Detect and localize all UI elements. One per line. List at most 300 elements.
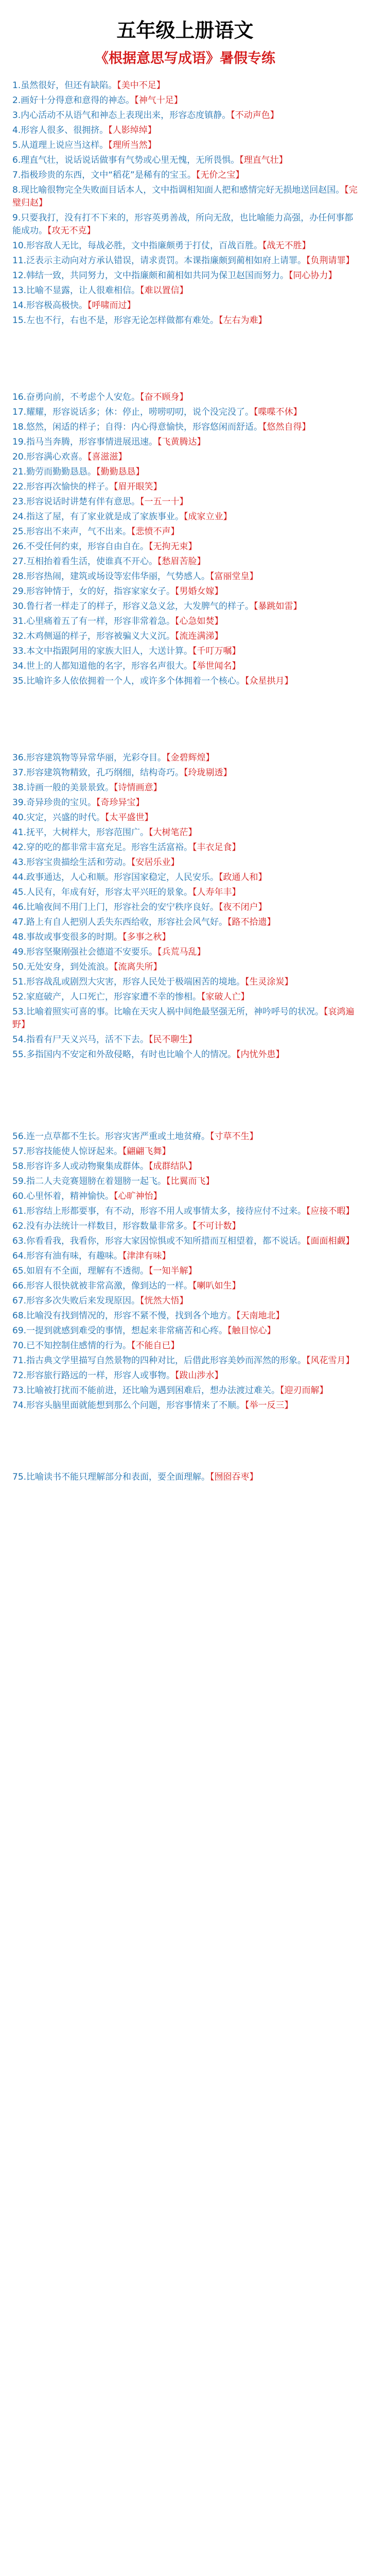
item-definition: 内心活动不从语气和神态上表现出来，形容态度镇静。 (21, 110, 231, 121)
list-item (12, 946, 359, 959)
item-answer: 【夜不闭户】 (219, 902, 267, 912)
list-item (12, 1471, 359, 1484)
item-definition: 心里怀着，精神愉快。 (26, 1191, 114, 1201)
item-number: 55. (12, 1049, 27, 1060)
item-number: 23. (12, 497, 27, 507)
item-definition: 从道理上说应当这样。 (21, 140, 109, 150)
item-answer: 【不能自已】 (131, 1341, 180, 1351)
item-number: 40. (12, 812, 27, 823)
list-item (12, 451, 359, 464)
item-number: 12. (12, 270, 27, 281)
item-number: 8. (12, 185, 21, 195)
item-definition: 形容敌人无比，每战必胜，文中指廉颇勇于打仗，百战百胜。 (26, 241, 263, 251)
item-number: 1. (12, 80, 21, 91)
list-item (12, 1295, 359, 1308)
item-answer: 【成家立业】 (184, 512, 232, 522)
item-definition: 比喻不显露，让人很难相信。 (26, 285, 140, 296)
item-answer: 【左右为难】 (219, 315, 267, 326)
section-spacer (0, 1414, 370, 1471)
item-answer: 【比翼而飞】 (166, 1176, 215, 1187)
item-number: 43. (12, 857, 27, 868)
item-definition: 如眉有不全面，理解有不透彻。 (26, 1266, 149, 1276)
item-number: 33. (12, 646, 27, 656)
list-item (12, 675, 359, 688)
item-number: 20. (12, 452, 27, 462)
item-answer: 【奋不顾身】 (140, 392, 188, 402)
item-definition: 虽然很好，但还有缺陷。 (21, 80, 117, 91)
item-number: 73. (12, 1385, 27, 1396)
item-definition: 现比喻很物完全失败面目话本人，文中指调相知面人把和感情完好无损地送回赵国。 (21, 185, 345, 195)
list-item (12, 255, 359, 267)
item-answer: 【政通人和】 (219, 872, 267, 883)
item-definition: 悠然，闲适的样子；自得：内心得意愉快，形容悠闲而舒适。 (26, 422, 263, 432)
list-item (12, 782, 359, 794)
list-item (12, 1220, 359, 1233)
item-definition: 指古典文学里描写自然景物的四种对比，后借此形容美妙而浑然的形象。 (26, 1355, 307, 1366)
item-definition: 家庭破产，人口死亡，形容家遭不幸的惨相。 (26, 992, 202, 1002)
item-answer: 【呼啸而过】 (87, 300, 136, 311)
item-definition: 形容热闹，建筑或场设等宏伟华丽，气势感人。 (26, 571, 210, 582)
list-item (12, 109, 359, 122)
item-number: 68. (12, 1311, 27, 1321)
section-spacer (0, 1063, 370, 1130)
item-definition: 穿的吃的都非常丰富充足。形容生活富裕。 (26, 842, 193, 853)
item-number: 39. (12, 798, 27, 808)
item-answer: 【应接不暇】 (306, 1206, 355, 1216)
item-definition: 抚平，大树样大，形容范围广。 (26, 827, 149, 838)
item-number: 4. (12, 125, 21, 135)
item-answer: 【迎刃而解】 (280, 1385, 328, 1396)
item-answer: 【民不聊生】 (149, 1035, 197, 1045)
list-item (12, 421, 359, 434)
item-answer: 【寸草不生】 (210, 1131, 258, 1142)
section-spacer (0, 329, 370, 391)
list-item (12, 555, 359, 568)
list-item (12, 466, 359, 479)
list-item (12, 600, 359, 613)
list-item (12, 1354, 359, 1367)
item-answer: 【无价之宝】 (196, 170, 244, 180)
list-item (12, 169, 359, 182)
item-number: 41. (12, 827, 27, 838)
item-number: 60. (12, 1191, 27, 1201)
item-number: 3. (12, 110, 21, 121)
list-item (12, 1310, 359, 1323)
item-answer: 【奇珍异宝】 (96, 798, 145, 808)
item-number: 10. (12, 241, 27, 251)
item-answer: 【一五一十】 (140, 497, 188, 507)
item-definition: 灾定，兴盛的时代。 (26, 812, 105, 823)
item-number: 9. (12, 213, 21, 223)
list-item (12, 124, 359, 137)
item-answer: 【天南地北】 (236, 1311, 285, 1321)
item-definition: 形容出不来声，气不出来。 (26, 527, 132, 537)
list-item (12, 767, 359, 779)
item-answer: 【一知半解】 (149, 1266, 197, 1276)
item-number: 59. (12, 1176, 27, 1187)
list-item (12, 976, 359, 989)
item-number: 65. (12, 1266, 27, 1276)
list-item (12, 1175, 359, 1188)
item-definition: 你看看我，我看你，形容大家因惊惧或不知所措而互相望着，都不说话。 (26, 1236, 307, 1246)
item-answer: 【诗情画意】 (114, 783, 162, 793)
list-item (12, 511, 359, 523)
item-definition: 形容钟情于，女的好，指容家家女子。 (26, 586, 175, 597)
item-definition: 世上的人都知道他的名字，形容名声很大。 (26, 661, 193, 671)
list-item (12, 284, 359, 297)
item-answer: 【安居乐业】 (131, 857, 180, 868)
list-item (12, 1325, 359, 1337)
item-definition: 不受任何约束，形容自由自在。 (26, 541, 149, 552)
list-item (12, 901, 359, 914)
item-answer: 【流离失所】 (114, 962, 162, 972)
item-definition: 左也不行，右也不是，形容无论怎样做都有难处。 (26, 315, 219, 326)
item-answer: 【喇叭如生】 (192, 1281, 241, 1291)
list-item (12, 212, 359, 238)
item-answer: 【完璧归赵】 (12, 185, 358, 208)
item-definition: 指极珍贵的东西，文中“稻花”是稀有的宝玉。 (21, 170, 196, 180)
item-answer: 【喜滋滋】 (87, 452, 127, 462)
item-definition: 形容技能使人惊讶起来。 (26, 1146, 123, 1157)
item-definition: 多指国内不安定和外敌侵略，有时也比喻个人的情况。 (26, 1049, 237, 1060)
item-number: 11. (12, 256, 27, 266)
item-number: 26. (12, 541, 27, 552)
item-definition: 路上有自人把别人丢失东西给收，形容社会风气好。 (26, 917, 228, 927)
item-answer: 【大树笔茫】 (149, 827, 197, 838)
item-number: 74. (12, 1400, 27, 1411)
item-definition: 木鸡侧逼的样子，形容被骗义大义沉。 (26, 631, 175, 641)
item-answer: 【翩翩飞舞】 (122, 1146, 171, 1157)
item-answer: 【攻无不克】 (47, 226, 96, 236)
list-item (12, 570, 359, 583)
item-definition: 形容宝贵描绘生活和劳动。 (26, 857, 132, 868)
item-answer: 【愁眉苦脸】 (157, 556, 206, 567)
item-definition: 人民有，年成有好，形容太平兴旺的景象。 (26, 887, 193, 897)
list-item (12, 1190, 359, 1203)
item-definition: 比喻没有找到情况的，形容不紧不慢，找到各个地方。 (26, 1311, 237, 1321)
item-definition: 比喻着照实可喜的事。比喻在天灾人祸中间绝最坚强无所，神吟呼号的状况。 (26, 1007, 324, 1017)
item-definition: 韩结一致，共同努力，文中指廉颇和蔺相如共同为保卫赵国而努力。 (26, 270, 289, 281)
item-definition: 鲁行者一样走了的样子，形容义急义忿，大发脾气的样子。 (26, 601, 254, 612)
item-definition: 形容人很快就被非常高激，像到达的一样。 (26, 1281, 193, 1291)
item-definition: 诗画一般的美景景致。 (26, 783, 114, 793)
list-item (12, 540, 359, 553)
item-answer: 【丰衣足食】 (192, 842, 241, 853)
item-number: 66. (12, 1281, 27, 1291)
item-number: 32. (12, 631, 27, 641)
list-item (12, 1399, 359, 1412)
item-number: 67. (12, 1296, 27, 1306)
item-answer: 【勤勤恳恳】 (96, 467, 145, 477)
item-definition: 连一点草都不生长。形容灾害严重或土地贫瘠。 (26, 1131, 210, 1142)
item-number: 34. (12, 661, 27, 671)
item-answer: 【理所当然】 (108, 140, 156, 150)
item-number: 52. (12, 992, 27, 1002)
item-answer: 【触目惊心】 (227, 1326, 276, 1336)
item-definition: 形容建筑物精致，孔巧纲细，结构奇巧。 (26, 768, 184, 778)
item-number: 14. (12, 300, 27, 311)
item-definition: 比喻被打扰而不能前进，还比喻为遇到困难后，想办法渡过难关。 (26, 1385, 280, 1396)
item-definition: 指这了屋，有了家业就是成了家族事业。 (26, 512, 184, 522)
list-item (12, 154, 359, 167)
item-answer: 【同心协力】 (289, 270, 337, 281)
item-definition: 比喻许多人依依拥着一个人，或许多个体拥着一个核心。 (26, 676, 245, 686)
list-item (12, 1384, 359, 1397)
list-item (12, 1369, 359, 1382)
item-number: 21. (12, 467, 27, 477)
item-number: 69. (12, 1326, 27, 1336)
list-item (12, 184, 359, 210)
list-item (12, 796, 359, 809)
item-definition: 比喻读书不能只理解部分和表面，要全面理解。 (26, 1472, 210, 1482)
list-item (12, 139, 359, 152)
item-number: 53. (12, 1007, 27, 1017)
item-answer: 【哀鸿遍野】 (12, 1007, 355, 1030)
list-item (12, 1145, 359, 1158)
item-definition: 形容建筑物等异常华丽，光彩夺目。 (26, 753, 167, 763)
item-definition: 形容战乱或剧烈大灾害，形容人民处于极端困苦的境地。 (26, 977, 245, 987)
page-subtitle: 《根据意思写成语》暑假专练 (95, 50, 275, 66)
item-number: 64. (12, 1251, 27, 1261)
item-definition: 形容坚聚刚强社会德道不安要乐。 (26, 947, 158, 957)
item-number: 25. (12, 527, 27, 537)
item-answer: 【众星拱月】 (245, 676, 293, 686)
list-item (12, 841, 359, 854)
list-item (12, 406, 359, 419)
item-definition: 心里痛着五了有一样，形容非常着急。 (26, 616, 175, 626)
item-answer: 【千叮万嘱】 (192, 646, 241, 656)
item-number: 51. (12, 977, 27, 987)
item-number: 50. (12, 962, 27, 972)
item-number: 47. (12, 917, 27, 927)
item-answer: 【兵荒马乱】 (157, 947, 206, 957)
item-answer: 【面面相觑】 (306, 1236, 355, 1246)
list-item (12, 481, 359, 494)
item-definition: 指二人夫竞赛翅膀在着翅膀一起飞。 (26, 1176, 167, 1187)
item-definition: 形容人很多、很拥挤。 (21, 125, 109, 135)
item-number: 56. (12, 1131, 27, 1142)
list-item (12, 660, 359, 673)
item-definition: 形容说话时讲楚有伴有意思。 (26, 497, 140, 507)
item-answer: 【囫囵吞枣】 (210, 1472, 258, 1482)
item-number: 16. (12, 392, 27, 402)
item-answer: 【举一反三】 (245, 1400, 293, 1411)
list-item (12, 1250, 359, 1263)
list-item (12, 811, 359, 824)
list-item (12, 1033, 359, 1046)
list-item (12, 886, 359, 899)
list-item (12, 1048, 359, 1061)
item-answer: 【美中不足】 (117, 80, 165, 91)
idiom-list-section-1 (0, 79, 370, 327)
item-number: 18. (12, 422, 27, 432)
item-answer: 【恍然大悟】 (140, 1296, 188, 1306)
item-answer: 【喋喋不休】 (254, 407, 302, 417)
item-number: 30. (12, 601, 27, 612)
item-definition: 指马当奔腾，形容事情进展迅速。 (26, 437, 158, 447)
item-answer: 【眉开眼笑】 (114, 482, 162, 492)
list-item (12, 931, 359, 944)
item-answer: 【不可计数】 (192, 1221, 241, 1231)
item-answer: 【悠然自得】 (262, 422, 311, 432)
item-number: 58. (12, 1161, 27, 1172)
item-answer: 【举世闻名】 (192, 661, 241, 671)
list-item (12, 1160, 359, 1173)
item-definition: 无处安身，到处流浪。 (26, 962, 114, 972)
item-definition: 形容多次失败后来发现原因。 (26, 1296, 140, 1306)
item-number: 31. (12, 616, 27, 626)
item-number: 22. (12, 482, 27, 492)
list-item (12, 961, 359, 974)
list-item (12, 1235, 359, 1248)
item-definition: 奋勇向前，不考虑个人安危。 (26, 392, 140, 402)
item-definition: 形容旅行路远的一样，形容人或事物。 (26, 1370, 175, 1381)
item-answer: 【暴跳如雷】 (254, 601, 302, 612)
item-answer: 【跋山涉水】 (175, 1370, 223, 1381)
item-number: 17. (12, 407, 27, 417)
item-definition: 勤劳而勤勤恳恳。 (26, 467, 97, 477)
item-definition: 理直气壮，说话说话做事有气势或心里无愧，无所畏惧。 (21, 155, 240, 165)
item-definition: 互相抬着看生活，使谁真不开心。 (26, 556, 158, 567)
item-number: 48. (12, 932, 27, 942)
item-number: 6. (12, 155, 21, 165)
item-definition: 奇异珍贵的宝贝。 (26, 798, 97, 808)
item-number: 44. (12, 872, 27, 883)
idiom-list-section-5 (0, 1471, 370, 1484)
item-answer: 【男婚女嫁】 (175, 586, 223, 597)
item-definition: 形容有油有味，有趣味。 (26, 1251, 123, 1261)
item-answer: 【战无不胜】 (262, 241, 311, 251)
item-answer: 【家破人亡】 (201, 992, 250, 1002)
item-number: 46. (12, 902, 27, 912)
item-number: 27. (12, 556, 27, 567)
list-item (12, 826, 359, 839)
item-answer: 【人寿年丰】 (192, 887, 241, 897)
item-definition: 画好十分得意和意得的神态。 (21, 95, 135, 106)
item-number: 7. (12, 170, 21, 180)
item-number: 63. (12, 1236, 27, 1246)
item-number: 35. (12, 676, 27, 686)
list-item (12, 240, 359, 252)
item-answer: 【多事之秋】 (122, 932, 171, 942)
list-item (12, 94, 359, 107)
section-spacer (0, 690, 370, 752)
list-item (12, 615, 359, 628)
item-answer: 【不动声色】 (231, 110, 279, 121)
item-answer: 【负荆请罪】 (306, 256, 355, 266)
item-answer: 【玲珑剔透】 (184, 768, 232, 778)
item-definition: 耀耀，形容说话多；休：停止，唠唠叨叨，说个没完没了。 (26, 407, 254, 417)
page-title: 五年级上册语文 (116, 19, 254, 42)
list-item (12, 269, 359, 282)
list-item (12, 630, 359, 643)
item-definition: 事故或事变很多的时期。 (26, 932, 123, 942)
item-number: 57. (12, 1146, 27, 1157)
item-definition: 比喻夜间不用门上门，形容社会的安宁秩序良好。 (26, 902, 219, 912)
item-definition: 形容头脑里面就能想到那么个问题，形容事情来了不顺。 (26, 1400, 245, 1411)
item-answer: 【理直气壮】 (239, 155, 288, 165)
item-answer: 【飞黄腾达】 (157, 437, 206, 447)
item-number: 70. (12, 1341, 27, 1351)
item-definition: 形容极高极快。 (26, 300, 88, 311)
item-answer: 【路不拾遗】 (227, 917, 276, 927)
item-answer: 【风花雪月】 (306, 1355, 355, 1366)
item-number: 38. (12, 783, 27, 793)
item-definition: 泛表示主动向对方承认错误，请求责罚。本课指廉颇到蔺相如府上请罪。 (26, 256, 307, 266)
item-number: 71. (12, 1355, 27, 1366)
list-item (12, 1006, 359, 1031)
item-number: 28. (12, 571, 27, 582)
item-definition: 形容满心欢喜。 (26, 452, 88, 462)
item-number: 13. (12, 285, 27, 296)
item-number: 42. (12, 842, 27, 853)
item-answer: 【内忧外患】 (236, 1049, 285, 1060)
list-item (12, 1340, 359, 1352)
list-item (12, 314, 359, 327)
idiom-list-section-2 (0, 391, 370, 688)
item-definition: 政事通达，人心和顺。形容国家稳定，人民安乐。 (26, 872, 219, 883)
item-answer: 【无拘无束】 (149, 541, 197, 552)
list-item (12, 856, 359, 869)
item-answer: 【心急如焚】 (175, 616, 223, 626)
item-number: 45. (12, 887, 27, 897)
item-answer: 【金碧辉煌】 (166, 753, 215, 763)
item-number: 75. (12, 1472, 27, 1482)
item-definition: 本文中指跟阿用的家族大旧人，大送计算。 (26, 646, 193, 656)
idiom-list-section-4 (0, 1130, 370, 1412)
item-number: 24. (12, 512, 27, 522)
list-item (12, 496, 359, 509)
item-answer: 【富丽堂皇】 (210, 571, 258, 582)
item-definition: 形容再次愉快的样子。 (26, 482, 114, 492)
item-number: 49. (12, 947, 27, 957)
list-item (12, 752, 359, 765)
item-number: 2. (12, 95, 21, 106)
list-item (12, 1130, 359, 1143)
item-number: 54. (12, 1035, 27, 1045)
item-number: 19. (12, 437, 27, 447)
item-definition: 指看有尸天义兴马，活不下去。 (26, 1035, 149, 1045)
item-answer: 【太平盛世】 (105, 812, 153, 823)
list-item (12, 645, 359, 658)
list-item (12, 1280, 359, 1293)
item-answer: 【悲愤不声】 (131, 527, 180, 537)
item-answer: 【难以置信】 (140, 285, 188, 296)
list-item (12, 526, 359, 538)
list-item (12, 991, 359, 1004)
item-number: 72. (12, 1370, 27, 1381)
list-item (12, 79, 359, 92)
list-item (12, 871, 359, 884)
list-item (12, 391, 359, 404)
item-answer: 【流连满涕】 (175, 631, 223, 641)
list-item (12, 299, 359, 312)
item-answer: 【成群结队】 (149, 1161, 197, 1172)
item-answer: 【神气十足】 (134, 95, 183, 106)
item-number: 29. (12, 586, 27, 597)
list-item (12, 585, 359, 598)
list-item (12, 1205, 359, 1218)
item-number: 36. (12, 753, 27, 763)
list-item (12, 436, 359, 449)
item-definition: 形容许多人或动物聚集成群体。 (26, 1161, 149, 1172)
item-definition: 一提到就感到难受的事情，想起来非常痛苦和心疼。 (26, 1326, 228, 1336)
idiom-list-section-3 (0, 752, 370, 1061)
item-answer: 【人影绰绰】 (108, 125, 156, 135)
list-item (12, 1265, 359, 1278)
item-definition: 只要我打，没有打不下来的，形容英勇善战，所向无敌，也比喻能力高强，办任何事都能成功。 (12, 213, 354, 236)
item-answer: 【生灵涂炭】 (245, 977, 293, 987)
